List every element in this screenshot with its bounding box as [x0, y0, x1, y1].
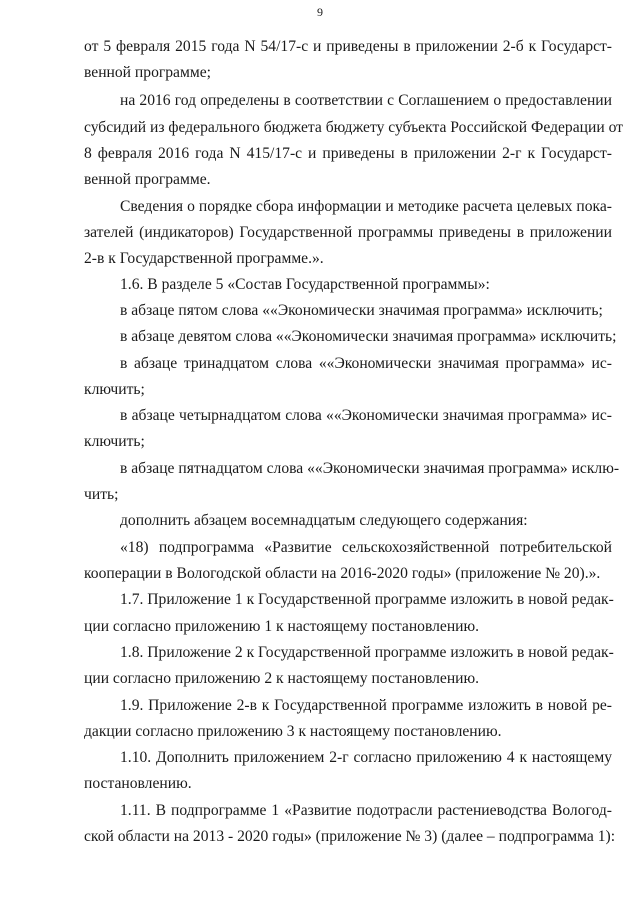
text-line: зателей (индикаторов) Государственной программы приведены в приложении	[84, 224, 612, 241]
text-line: «18) подпрограмма «Развитие сельскохозяйственной потребительской	[120, 539, 612, 556]
text-line: дакции согласно приложению 3 к настоящему постановлению.	[84, 723, 502, 740]
text-line: 2-в к Государственной программе.».	[84, 250, 324, 267]
text-line: в абзаце тринадцатом слова ««Экономически значимая программа» ис-	[120, 355, 612, 372]
text-line: на 2016 год определены в соответствии с Соглашением о предоставлении	[120, 92, 612, 109]
text-line: в абзаце пятом слова ««Экономически значимая программа» исключить;	[120, 302, 603, 319]
text-line: в абзаце пятнадцатом слова ««Экономически значимая программа» исклю-	[120, 460, 620, 477]
text-line: от 5 февраля 2015 года N 54/17-с и приведены в приложении 2-б к Государст-	[84, 38, 612, 55]
text-line: ции согласно приложению 1 к настоящему постановлению.	[84, 618, 480, 635]
text-line: ской области на 2013 - 2020 годы» (приложение № 3) (далее – подпрограмма 1):	[84, 828, 616, 845]
text-line: дополнить абзацем восемнадцатым следующего содержания:	[120, 512, 528, 529]
text-line: ключить;	[84, 381, 145, 398]
text-line: 1.7. Приложение 1 к Государственной программе изложить в новой редак-	[120, 591, 614, 608]
text-line: 1.11. В подпрограмме 1 «Развитие подотрасли растениеводства Вологод-	[120, 802, 612, 819]
text-line: венной программе;	[84, 64, 211, 81]
page-number: 9	[317, 5, 323, 19]
text-line: 1.9. Приложение 2-в к Государственной программе изложить в новой ре-	[120, 697, 612, 714]
text-line: чить;	[84, 486, 119, 503]
text-line: венной программе.	[84, 171, 211, 188]
text-line: Сведения о порядке сбора информации и методике расчета целевых пока-	[120, 198, 612, 215]
text-line: в абзаце четырнадцатом слова ««Экономически значимая программа» ис-	[120, 407, 612, 424]
text-line: кооперации в Вологодской области на 2016-2020 годы» (приложение № 20).».	[84, 565, 601, 582]
text-line: 8 февраля 2016 года N 415/17-с и приведены в приложении 2-г к Государст-	[84, 145, 612, 162]
text-line: в абзаце девятом слова ««Экономически значимая программа» исключить;	[120, 328, 617, 345]
text-line: ции согласно приложению 2 к настоящему постановлению.	[84, 670, 480, 687]
text-line: субсидий из федерального бюджета бюджету субъекта Российской Федерации от	[84, 119, 623, 136]
text-line: постановлению.	[84, 775, 192, 792]
text-line: 1.8. Приложение 2 к Государственной программе изложить в новой редак-	[120, 644, 614, 661]
text-line: 1.6. В разделе 5 «Состав Государственной программы»:	[120, 276, 490, 293]
text-line: ключить;	[84, 433, 145, 450]
text-line: 1.10. Дополнить приложением 2-г согласно приложению 4 к настоящему	[120, 749, 612, 766]
